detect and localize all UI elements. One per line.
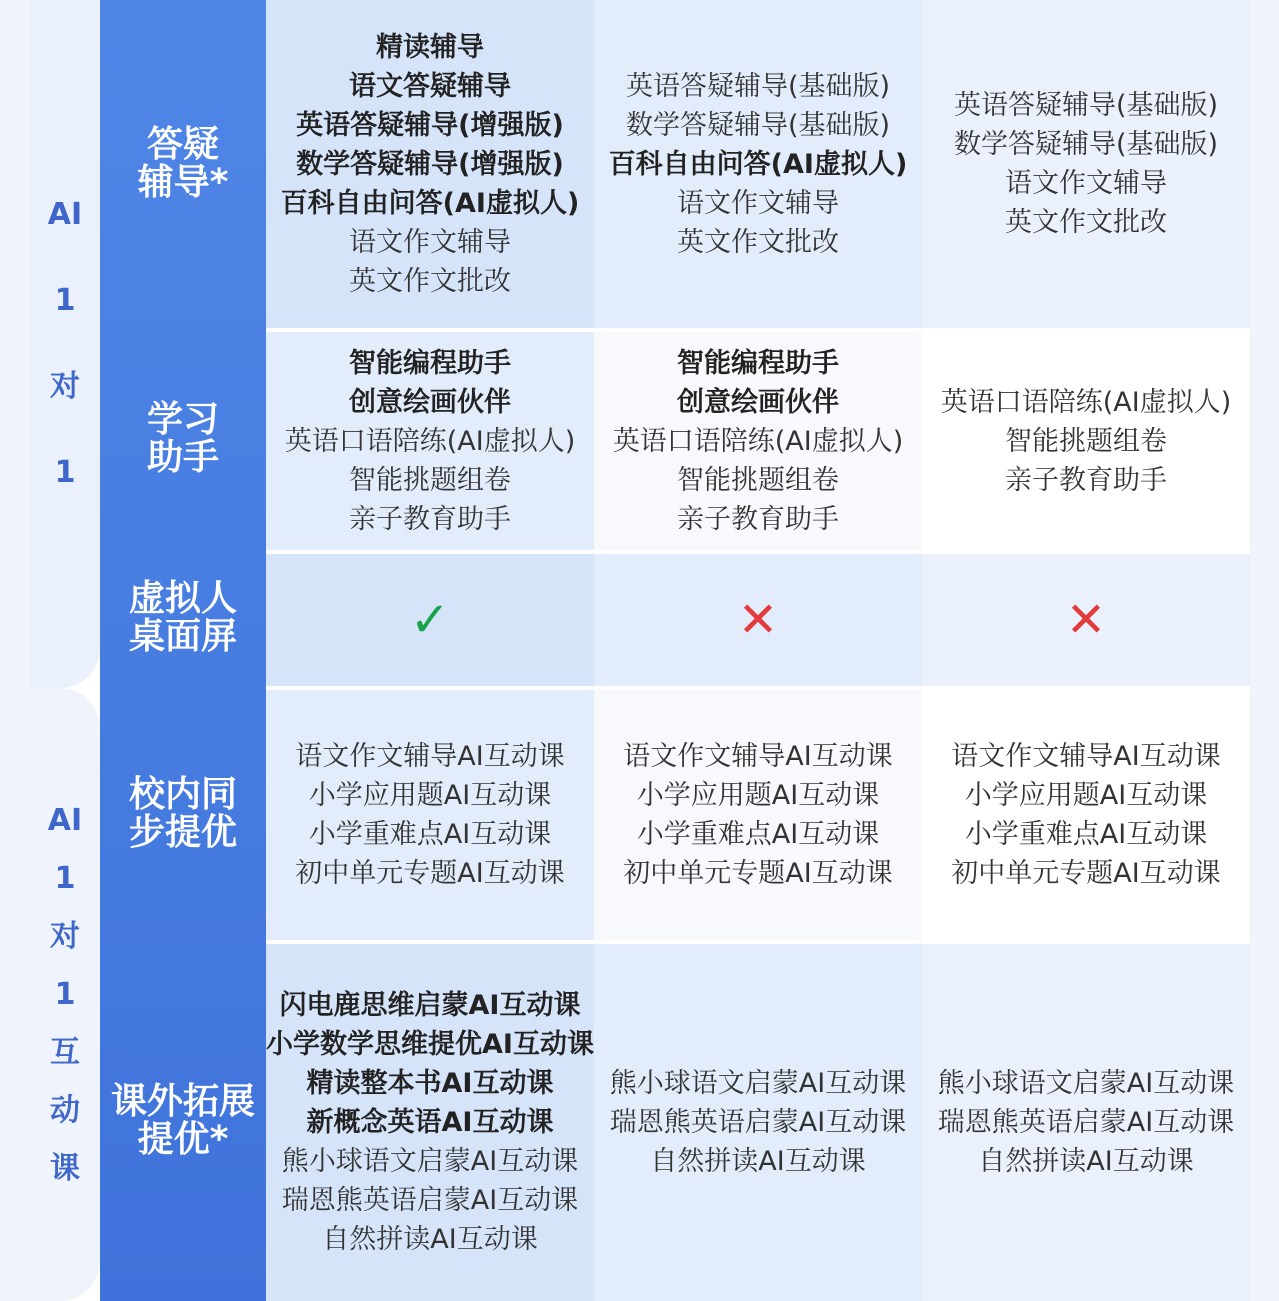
row-label-text: 校内同 步提优 (128, 774, 237, 853)
row-label-extracurricular (100, 940, 266, 1301)
group-char: 1 (54, 976, 76, 1012)
feature-line: 闪电鹿思维启蒙AI互动课 (279, 990, 581, 1021)
cell-extra-tier2 (594, 944, 922, 1301)
group-char: 动 (50, 1092, 80, 1128)
feature-line: 英语口语陪练(AI虚拟人) (284, 425, 576, 457)
cell-desktop-tier1 (266, 554, 594, 686)
feature-line: 语文答疑辅导 (349, 70, 511, 102)
feature-line: 智能编程助手 (349, 347, 511, 379)
feature-line: 瑞恩熊英语启蒙AI互动课 (609, 1107, 907, 1138)
feature-line: 自然拼读AI互动课 (978, 1146, 1194, 1177)
cell-extra-tier3 (922, 944, 1250, 1301)
feature-line: 语文作文辅导 (349, 226, 511, 258)
feature-line: 亲子教育助手 (349, 503, 511, 535)
cell-extra-tier1 (266, 944, 594, 1301)
feature-line: 智能挑题组卷 (677, 464, 839, 496)
feature-line: 英文作文批改 (677, 226, 839, 258)
row-label-text: 课外拓展 提优* (110, 1080, 255, 1160)
feature-line: 小学数学思维提优AI互动课 (266, 1029, 594, 1060)
cell-assistant-tier2 (594, 332, 922, 550)
row-label-text: 答疑 辅导* (137, 124, 229, 203)
feature-line: 初中单元专题AI互动课 (295, 858, 565, 889)
cross-icon: ✕ (737, 592, 779, 648)
cell-school-tier1 (266, 690, 594, 940)
cross-icon: ✕ (1065, 592, 1107, 648)
group-char: 1 (54, 283, 76, 318)
cell-school-tier2 (594, 690, 922, 940)
feature-line: 英文作文批改 (1005, 207, 1167, 238)
feature-line: 初中单元专题AI互动课 (951, 858, 1221, 889)
feature-line: 数学答疑辅导(增强版) (296, 148, 564, 180)
feature-line: 瑞恩熊英语启蒙AI互动课 (937, 1107, 1235, 1138)
feature-line: 小学重难点AI互动课 (636, 819, 880, 850)
row-label-school-sync (100, 688, 266, 940)
feature-line: 语文作文辅导AI互动课 (295, 741, 565, 772)
row-label-qa-tutoring (100, 0, 266, 328)
group-char: 1 (54, 860, 76, 896)
feature-line: 创意绘画伙伴 (677, 386, 839, 418)
feature-line: 语文作文辅导AI互动课 (623, 741, 893, 772)
feature-line: 数学答疑辅导(基础版) (625, 109, 891, 141)
group-char: 1 (54, 455, 76, 490)
cell-desktop-tier2 (594, 554, 922, 686)
feature-line: 小学应用题AI互动课 (636, 780, 880, 811)
cell-qa-tier2 (594, 0, 922, 328)
feature-line: 初中单元专题AI互动课 (623, 858, 893, 889)
feature-line: 英语答疑辅导(基础版) (625, 70, 891, 102)
feature-line: 英语口语陪练(AI虚拟人) (940, 386, 1232, 418)
feature-line: 英语口语陪练(AI虚拟人) (612, 425, 904, 457)
cell-qa-tier3 (922, 0, 1250, 328)
feature-line: 熊小球语文启蒙AI互动课 (609, 1068, 907, 1099)
feature-line: 智能编程助手 (677, 347, 839, 379)
feature-line: 语文作文辅导 (677, 187, 839, 219)
group-char: 互 (50, 1034, 80, 1070)
group-char: 课 (50, 1150, 80, 1186)
feature-line: 小学重难点AI互动课 (308, 819, 552, 850)
row-label-study-assistant (100, 328, 266, 550)
group-char: 对 (50, 918, 80, 954)
feature-line: 智能挑题组卷 (349, 464, 511, 496)
feature-line: 亲子教育助手 (677, 503, 839, 535)
feature-line: 自然拼读AI互动课 (322, 1224, 538, 1255)
feature-line: 小学重难点AI互动课 (964, 819, 1208, 850)
group-char: AI (47, 197, 83, 232)
row-label-virtual-desktop (100, 550, 266, 686)
group-label-ai-1v1 (30, 0, 100, 688)
feature-line: 百科自由问答(AI虚拟人) (280, 187, 580, 219)
feature-line: 熊小球语文启蒙AI互动课 (937, 1068, 1235, 1099)
feature-line: 瑞恩熊英语启蒙AI互动课 (281, 1185, 579, 1216)
feature-line: 精读整本书AI互动课 (306, 1068, 554, 1099)
feature-line: 英语答疑辅导(增强版) (296, 109, 564, 141)
group-char: AI (47, 802, 83, 838)
feature-line: 百科自由问答(AI虚拟人) (608, 148, 908, 180)
feature-line: 新概念英语AI互动课 (306, 1107, 554, 1138)
cell-assistant-tier3 (922, 332, 1250, 550)
feature-line: 亲子教育助手 (1005, 464, 1167, 496)
feature-line: 创意绘画伙伴 (349, 386, 511, 418)
check-icon: ✓ (409, 592, 451, 648)
cell-assistant-tier1 (266, 332, 594, 550)
cell-desktop-tier3 (922, 554, 1250, 686)
feature-line: 小学应用题AI互动课 (964, 780, 1208, 811)
comparison-table (30, 0, 1250, 1301)
cell-qa-tier1 (266, 0, 594, 328)
feature-line: 精读辅导 (376, 31, 484, 63)
row-label-text: 虚拟人 桌面屏 (128, 578, 237, 657)
feature-line: 语文作文辅导 (1005, 168, 1167, 199)
feature-line: 语文作文辅导AI互动课 (951, 741, 1221, 772)
cell-school-tier3 (922, 690, 1250, 940)
row-label-text: 学习 助手 (146, 399, 219, 478)
feature-line: 自然拼读AI互动课 (650, 1146, 866, 1177)
feature-line: 数学答疑辅导(基础版) (953, 129, 1219, 160)
feature-line: 英文作文批改 (349, 265, 511, 297)
feature-line: 熊小球语文启蒙AI互动课 (281, 1146, 579, 1177)
feature-line: 小学应用题AI互动课 (308, 780, 552, 811)
group-label-ai-1v1-interactive-class (30, 688, 100, 1301)
feature-line: 智能挑题组卷 (1005, 425, 1167, 457)
feature-line: 英语答疑辅导(基础版) (953, 90, 1219, 121)
group-char: 对 (50, 369, 80, 404)
